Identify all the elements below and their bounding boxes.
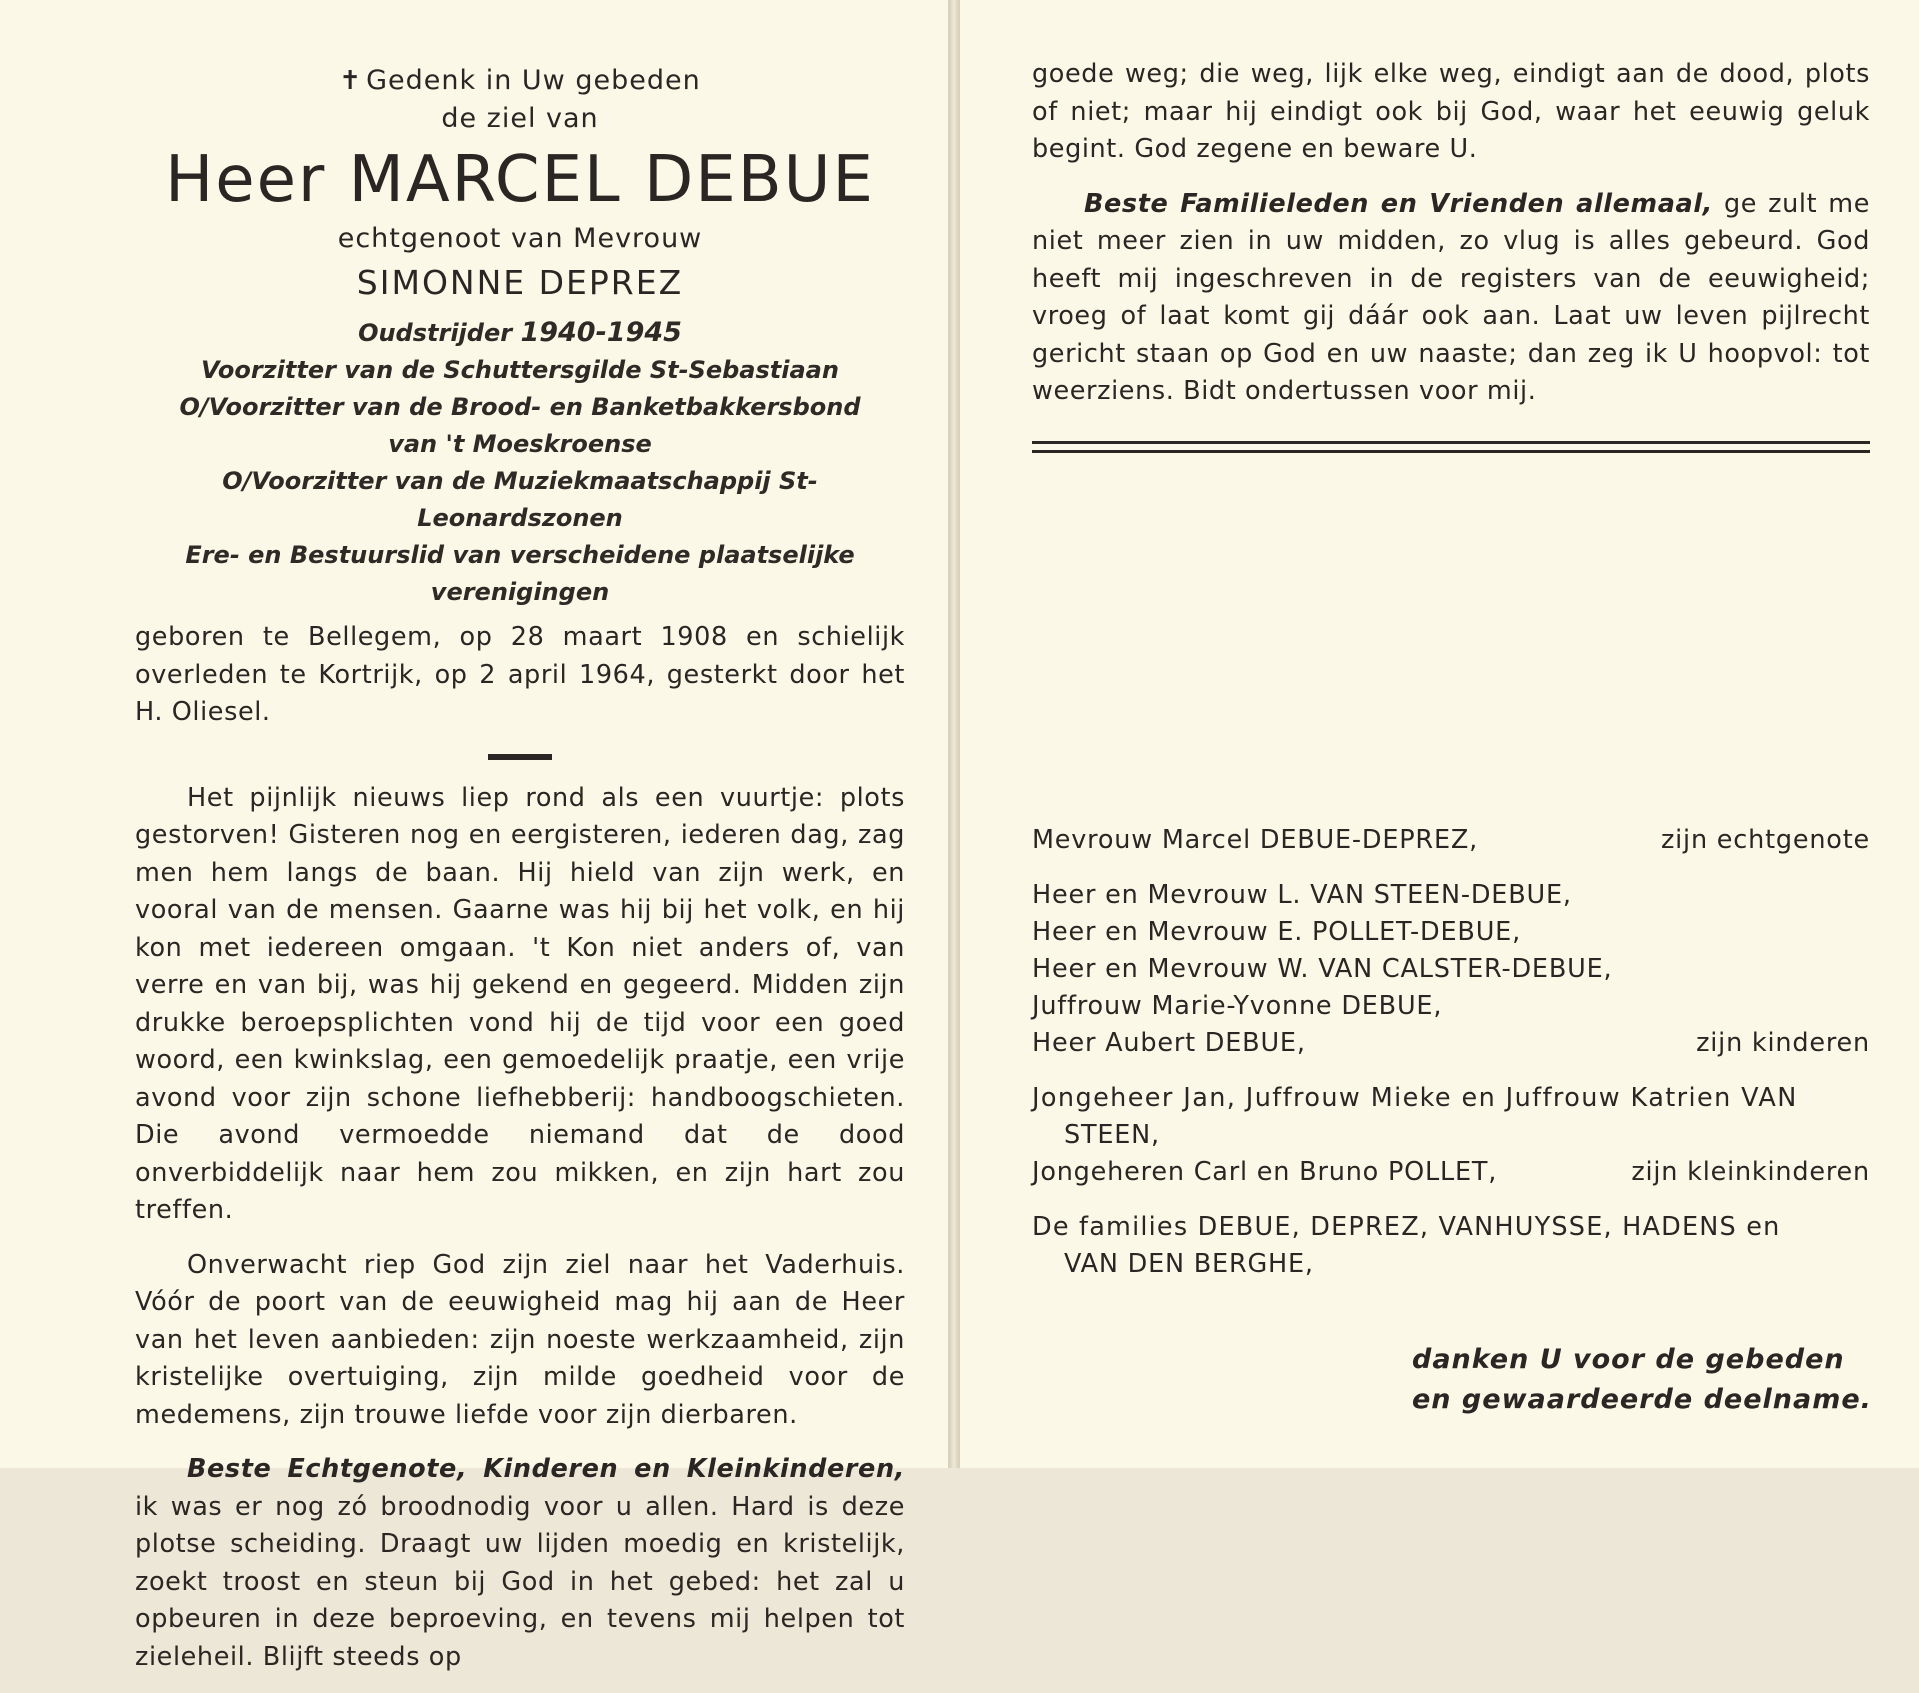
title-line-3: O/Voorzitter van de Brood- en Banketbakkersbond	[179, 393, 861, 421]
remembrance-line	[135, 62, 905, 100]
list-item	[1032, 1209, 1870, 1246]
title-line-2: Voorzitter van de Schuttersgilde St-Sebastiaan	[201, 356, 839, 384]
child-entry: Heer en Mevrouw E. POLLET-DEBUE,	[1032, 917, 1521, 947]
child-entry: Heer en Mevrouw W. VAN CALSTER-DEBUE,	[1032, 954, 1613, 984]
child-entry: Juffrouw Marie-Yvonne DEBUE,	[1032, 991, 1443, 1021]
child-entry: Heer Aubert DEBUE,	[1032, 1028, 1306, 1058]
mourners-families	[1032, 1209, 1870, 1283]
title-line-4: van 't Moeskroense	[388, 430, 652, 458]
families-entry-continued: VAN DEN BERGHE,	[1064, 1249, 1314, 1279]
child-entry: Heer en Mevrouw L. VAN STEEN-DEBUE,	[1032, 880, 1572, 910]
spouse-intro: echtgenoot van Mevrouw	[337, 223, 703, 254]
mourners-children	[1032, 877, 1870, 1062]
soul-of-line: de ziel van	[441, 103, 599, 134]
left-column	[135, 62, 905, 1693]
address-family: Beste Echtgenote, Kinderen en Kleinkinderen,	[187, 1454, 905, 1484]
grandchildren-role: zijn kleinkinderen	[1631, 1157, 1870, 1187]
title-veteran-label: Oudstrijder	[358, 319, 521, 347]
spouse-role: zijn echtgenote	[1660, 825, 1870, 855]
title-veteran	[135, 314, 905, 352]
right-column	[1032, 56, 1870, 453]
list-item	[1032, 1154, 1870, 1191]
body-paragraph-1: Het pijnlijk nieuws liep rond als een vuurtje: plots gestorven! Gisteren nog en eergisteren, iederen dag, zag men hem langs de baan. Hij hield van zijn werk, en vooral van de mensen. Gaarne was hij bij het volk, en hij kon met iedereen omgaan. 't Kon niet anders of, van verre en van bij, was hij gekend en gegeerd. Midden zijn drukke beroepsplichten vond hij de tijd voor een goed woord, een kwinkslag, een gemoedelijk praatje, een vrije avond voor zijn schone liefhebberij: handboogschieten. Die avond vermoedde niemand dat de dood onverbiddelijk naar hem zou mikken, en zijn hart zou treffen.	[135, 782, 905, 1225]
friends-paragraph	[1032, 186, 1870, 411]
body-paragraph-3	[135, 1451, 905, 1676]
remembrance-text: Gedenk in Uw gebeden	[366, 65, 701, 96]
thanks-block	[1412, 1340, 1872, 1420]
title-line-5: O/Voorzitter van de Muziekmaatschappij St-Leonardszonen	[222, 467, 818, 532]
card-fold	[950, 0, 958, 1468]
grandchild-entry: Jongeheren Carl en Bruno POLLET,	[1032, 1157, 1498, 1187]
mourners-spouse	[1032, 822, 1870, 859]
list-item	[1032, 1080, 1870, 1117]
cross-icon: ✝	[339, 66, 363, 96]
body-paragraph-3-text: ik was er nog zó broodnodig voor u allen. Hard is deze plotse scheiding. Draagt uw lijden moedig en kristelijk, zoekt troost en steun bij God in het gebed: het zal u opbeuren in deze beproeving, en tevens mij helpen tot zieleheil. Blijft steeds op	[135, 1491, 905, 1672]
double-rule-divider	[1032, 441, 1870, 453]
grandchild-entry-continued: STEEN,	[1064, 1120, 1160, 1150]
mourners-grandchildren	[1032, 1080, 1870, 1191]
section-divider	[488, 754, 552, 760]
mourners-list	[1032, 822, 1870, 1301]
children-role: zijn kinderen	[1696, 1028, 1870, 1058]
list-item	[1032, 951, 1870, 988]
list-item	[1032, 822, 1870, 859]
birth-death-text: geboren te Bellegem, op 28 maart 1908 en schielijk overleden te Kortrijk, op 2 april 1964, gesterkt door het H. Oliesel.	[135, 622, 905, 727]
list-item	[1032, 877, 1870, 914]
thanks-line-1: danken U voor de gebeden	[1412, 1344, 1845, 1375]
address-friends: Beste Familieleden en Vrienden allemaal,	[1084, 188, 1713, 219]
list-item	[1032, 914, 1870, 951]
list-item	[1032, 1025, 1870, 1062]
grandchild-entry: Jongeheer Jan, Juffrouw Mieke en Juffrouw Katrien VAN	[1032, 1083, 1798, 1113]
title-veteran-years: 1940-1945	[520, 317, 682, 348]
title-line-6: Ere- en Bestuurslid van verscheidene plaatselijke verenigingen	[185, 541, 855, 606]
spouse-name: SIMONNE DEPREZ	[356, 263, 684, 302]
titles-block	[135, 314, 905, 611]
continued-paragraph: goede weg; die weg, lijk elke weg, eindigt aan de dood, plots of niet; maar hij eindigt ook bij God, waar het eeuwig geluk begint. God zegene en beware U.	[1032, 59, 1870, 164]
spouse-entry: Mevrouw Marcel DEBUE-DEPREZ,	[1032, 825, 1479, 855]
body-paragraph-2: Onverwacht riep God zijn ziel naar het Vaderhuis. Vóór de poort van de eeuwigheid mag hij aan de Heer van het leven aanbieden: zijn noeste werkzaamheid, zijn kristelijke overtuiging, zijn milde goedheid voor de medemens, zijn trouwe liefde voor zijn dierbaren.	[135, 1249, 905, 1430]
friends-paragraph-text: ge zult me niet meer zien in uw midden, zo vlug is alles gebeurd. God heeft mij ingeschreven in de registers van de eeuwigheid; vroeg of laat komt gij dáár ook aan. Laat uw leven pijlrecht gericht staan op God en uw naaste; dan zeg ik U hoopvol: tot weerziens. Bidt ondertussen voor mij.	[1032, 188, 1871, 406]
list-item	[1032, 988, 1870, 1025]
thanks-line-2: en gewaardeerde deelname.	[1412, 1384, 1872, 1415]
families-entry: De families DEBUE, DEPREZ, VANHUYSSE, HADENS en	[1032, 1212, 1781, 1242]
deceased-name: Heer MARCEL DEBUE	[165, 143, 875, 217]
